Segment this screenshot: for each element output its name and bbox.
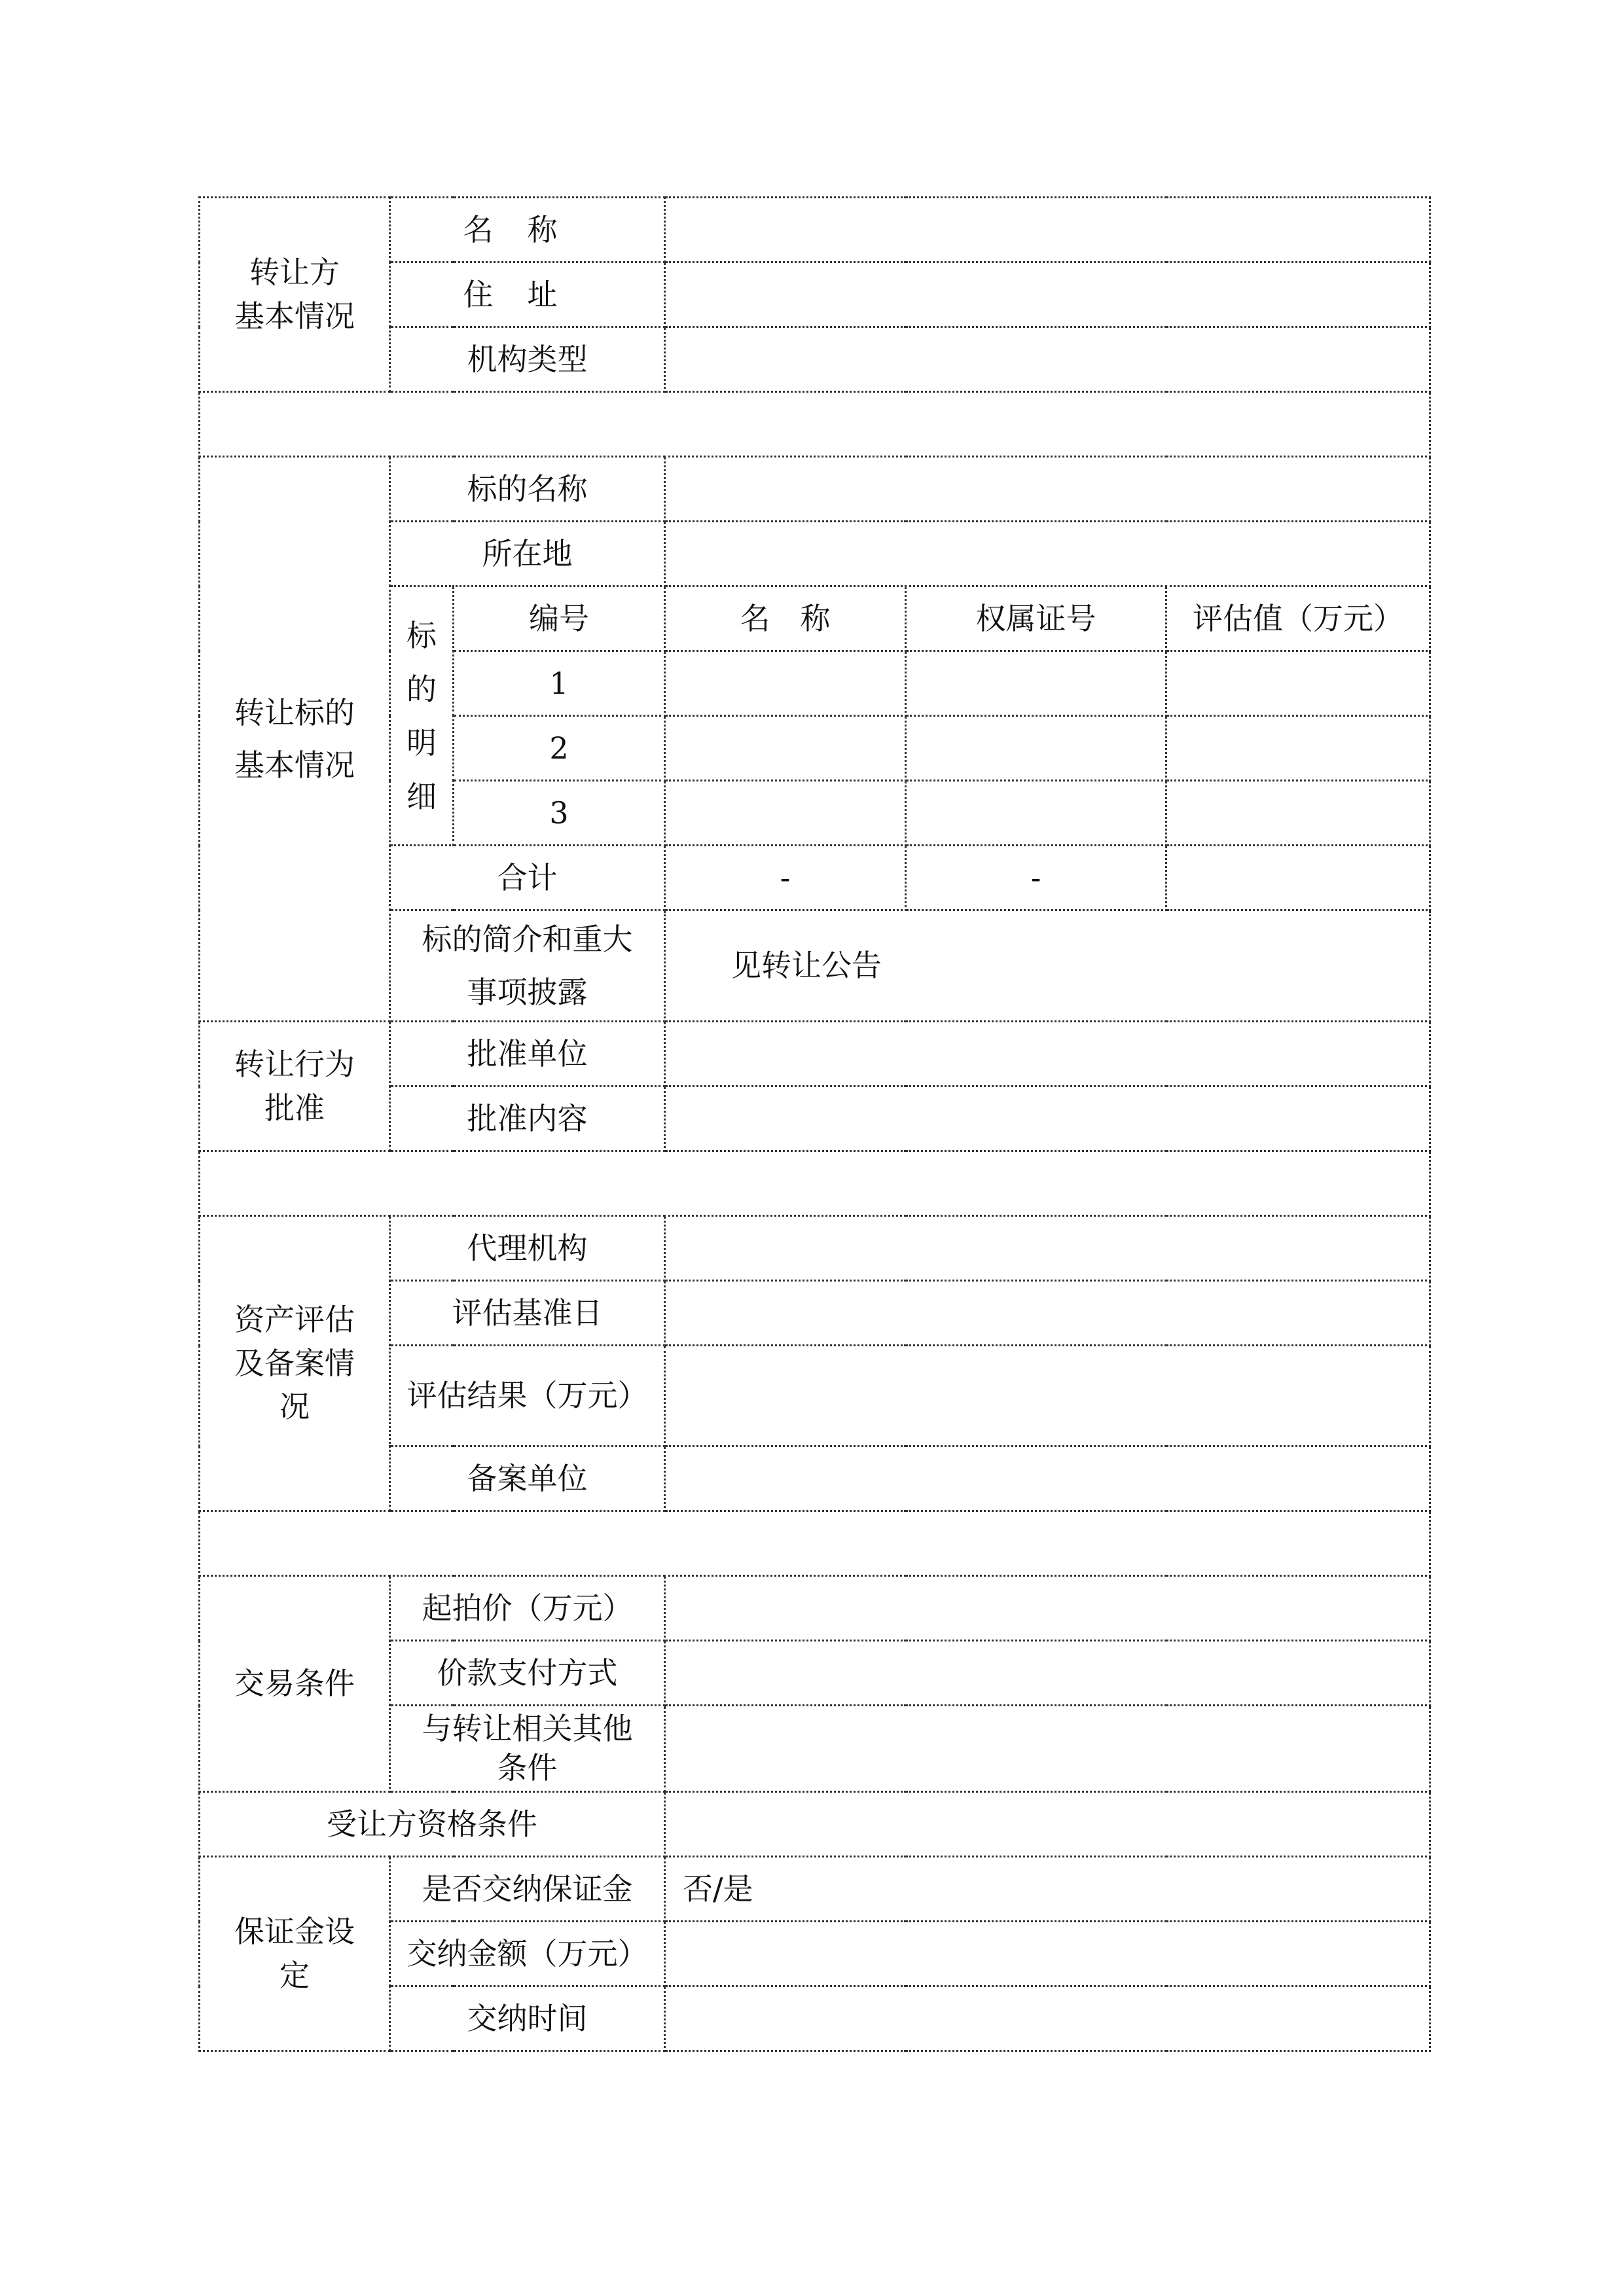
row-number: 2 [454,716,665,781]
transferor-section-label: 转让方 基本情况 [200,198,390,392]
column-header-number: 编号 [454,586,665,651]
row-number: 3 [454,781,665,846]
subject-name-value[interactable] [665,457,1430,522]
transferor-address-label: 住址 [390,262,665,327]
subject-total-label: 合计 [390,846,665,910]
valuation-result-value[interactable] [665,1346,1430,1446]
row-name-value[interactable] [665,781,906,846]
deposit-required-value[interactable]: 否/是 [665,1857,1430,1922]
valuation-base-date-value[interactable] [665,1281,1430,1346]
column-header-name: 名 称 [665,586,906,651]
row-valuation-value[interactable] [1166,781,1430,846]
row-valuation-value[interactable] [1166,651,1430,716]
transferor-org-type-value[interactable] [665,327,1430,392]
row-cert-value[interactable] [906,781,1166,846]
transferor-org-type-label: 机构类型 [390,327,665,392]
row-cert-value[interactable] [906,716,1166,781]
subject-location-value[interactable] [665,522,1430,586]
deposit-time-value[interactable] [665,1986,1430,2051]
trade-payment-value[interactable] [665,1641,1430,1706]
column-header-cert: 权属证号 [906,586,1166,651]
spacer-row [200,1511,1430,1576]
deposit-required-label: 是否交纳保证金 [390,1857,665,1922]
deposit-section-label: 保证金设 定 [200,1857,390,2051]
valuation-section-label: 资产评估 及备案情 况 [200,1216,390,1511]
transferor-name-value[interactable] [665,198,1430,262]
deposit-amount-value[interactable] [665,1922,1430,1986]
approval-content-label: 批准内容 [390,1086,665,1151]
valuation-agency-value[interactable] [665,1216,1430,1281]
subject-summary-value: 见转让公告 [665,910,1430,1022]
valuation-filing-label: 备案单位 [390,1446,665,1511]
trade-other-label: 与转让相关其他 条件 [390,1706,665,1792]
qualification-value[interactable] [665,1792,1430,1857]
row-name-value[interactable] [665,716,906,781]
valuation-result-label: 评估结果（万元） [390,1346,665,1446]
subject-location-label: 所在地 [390,522,665,586]
approval-unit-label: 批准单位 [390,1022,665,1086]
subject-summary-label: 标的简介和重大事项披露 [390,910,665,1022]
qualification-label: 受让方资格条件 [200,1792,665,1857]
row-cert-value[interactable] [906,651,1166,716]
subject-name-label: 标的名称 [390,457,665,522]
trade-start-price-value[interactable] [665,1576,1430,1641]
row-valuation-value[interactable] [1166,716,1430,781]
approval-content-value[interactable] [665,1086,1430,1151]
row-name-value[interactable] [665,651,906,716]
valuation-base-date-label: 评估基准日 [390,1281,665,1346]
approval-unit-value[interactable] [665,1022,1430,1086]
transferor-address-value[interactable] [665,262,1430,327]
valuation-filing-value[interactable] [665,1446,1430,1511]
spacer-row [200,392,1430,457]
valuation-agency-label: 代理机构 [390,1216,665,1281]
column-header-value: 评估值（万元） [1166,586,1430,651]
spacer-row [200,1151,1430,1216]
total-cert-dash: - [906,846,1166,910]
approval-section-label: 转让行为 批准 [200,1022,390,1151]
trade-payment-label: 价款支付方式 [390,1641,665,1706]
deposit-amount-label: 交纳金额（万元） [390,1922,665,1986]
subject-detail-label: 标的明细 [390,586,454,846]
total-valuation-value[interactable] [1166,846,1430,910]
transferor-name-label: 名称 [390,198,665,262]
total-name-dash: - [665,846,906,910]
subject-section-label: 转让标的 基本情况 [200,457,390,1022]
deposit-time-label: 交纳时间 [390,1986,665,2051]
transfer-info-form [198,196,1431,2052]
trade-start-price-label: 起拍价（万元） [390,1576,665,1641]
trade-other-value[interactable] [665,1706,1430,1792]
row-number: 1 [454,651,665,716]
trade-section-label: 交易条件 [200,1576,390,1792]
